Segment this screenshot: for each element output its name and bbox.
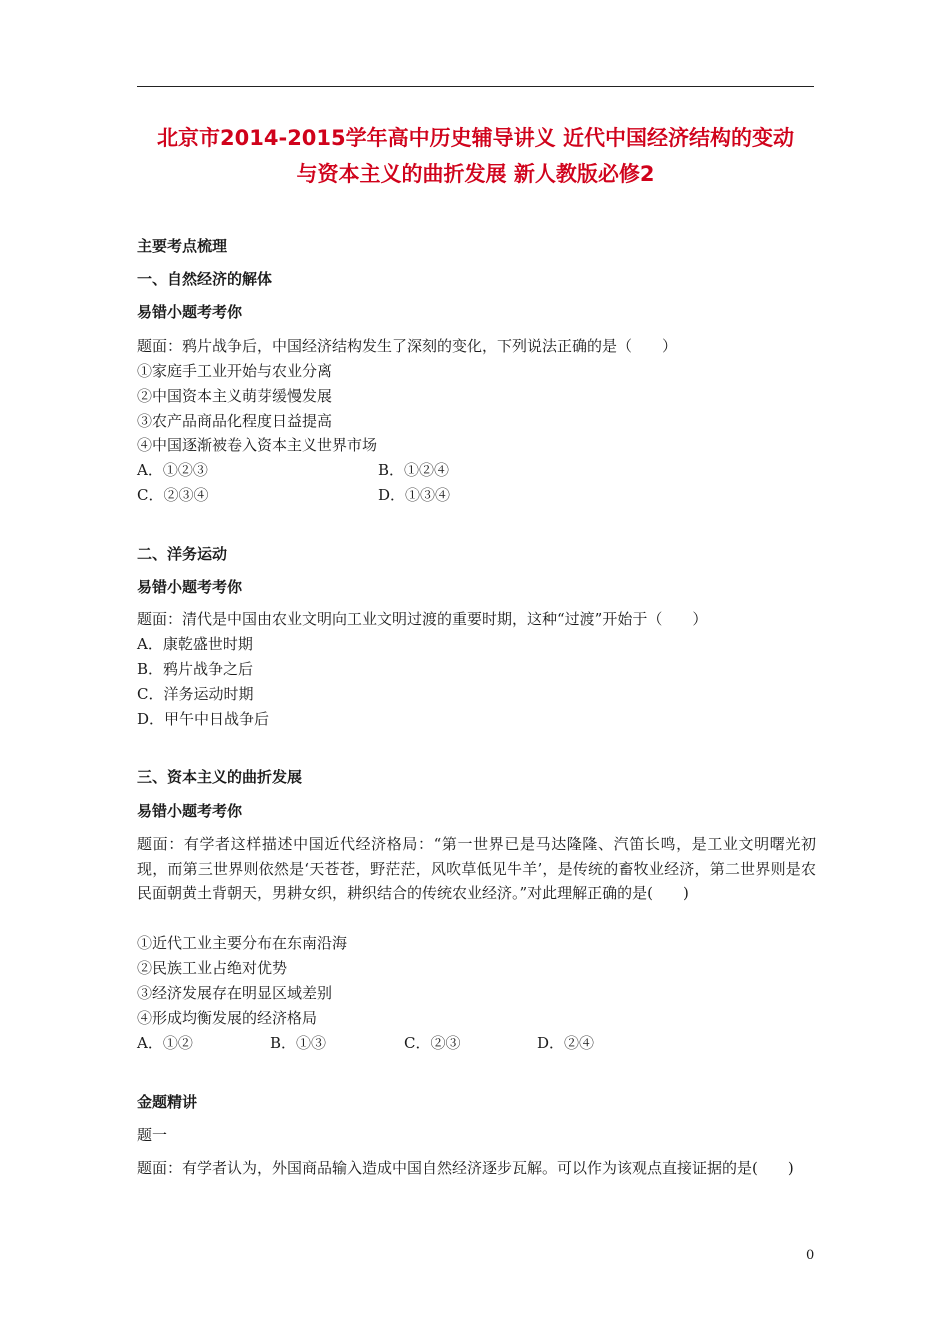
outline-heading: 主要考点梳理 [137,237,228,255]
section2-option-c: C．洋务运动时期 [137,685,254,703]
section2-question: 题面：清代是中国由农业文明向工业文明过渡的重要时期，这种“过渡”开始于（ ） [137,610,708,628]
section3-option-c: C．②③ [404,1034,461,1052]
section2-option-a: A．康乾盛世时期 [137,635,253,653]
section2-subheading: 易错小题考考你 [137,578,243,596]
section1-item: ②中国资本主义萌芽缓慢发展 [137,387,333,405]
section1-option-b: B．①②④ [378,461,450,479]
section3-subheading: 易错小题考考你 [137,802,243,820]
section2-heading: 二、洋务运动 [137,545,228,563]
section1-option-d: D．①③④ [378,486,451,504]
section1-heading: 一、自然经济的解体 [137,270,273,288]
section1-question: 题面：鸦片战争后，中国经济结构发生了深刻的变化，下列说法正确的是（ ） [137,337,678,355]
section3-item: ①近代工业主要分布在东南沿海 [137,934,348,952]
header-rule [137,86,814,87]
section1-item: ③农产品商品化程度日益提高 [137,412,333,430]
section3-question: 题面：有学者这样描述中国近代经济格局：“第一世界已是马达隆隆、汽笛长鸣，是工业文明曙光初现，而第三世界则依然是‘天苍苍，野茫茫，风吹草低见牛羊’，是传统的畜牧业经济，第二世界则是农民面朝黄土背朝天，男耕女织，耕织结合的传统农业经济。”对此理解正确的是( ) [137,835,816,902]
section1-option-c: C．②③④ [137,486,209,504]
section3-item: ③经济发展存在明显区域差别 [137,984,333,1002]
section3-heading: 三、资本主义的曲折发展 [137,768,303,786]
page-title-line-1: 北京市2014-2015学年高中历史辅导讲义 近代中国经济结构的变动 [157,126,794,150]
lecture-question: 题面：有学者认为，外国商品输入造成中国自然经济逐步瓦解。可以作为该观点直接证据的是( ) [137,1159,794,1177]
section3-item: ④形成均衡发展的经济格局 [137,1009,318,1027]
section3-item: ②民族工业占绝对优势 [137,959,288,977]
page-title-line-2: 与资本主义的曲折发展 新人教版必修2 [296,162,655,186]
section3-option-d: D．②④ [537,1034,595,1052]
section3-option-a: A．①② [137,1034,193,1052]
section1-item: ①家庭手工业开始与农业分离 [137,362,333,380]
section1-option-a: A．①②③ [137,461,208,479]
section3-option-b: B．①③ [270,1034,327,1052]
section2-option-b: B．鸦片战争之后 [137,660,254,678]
lecture-label: 题一 [137,1126,168,1144]
section2-option-d: D．甲午中日战争后 [137,710,270,728]
section1-subheading: 易错小题考考你 [137,303,243,321]
lecture-heading: 金题精讲 [137,1093,198,1111]
section1-item: ④中国逐渐被卷入资本主义世界市场 [137,436,378,454]
page-number: 0 [806,1248,815,1263]
